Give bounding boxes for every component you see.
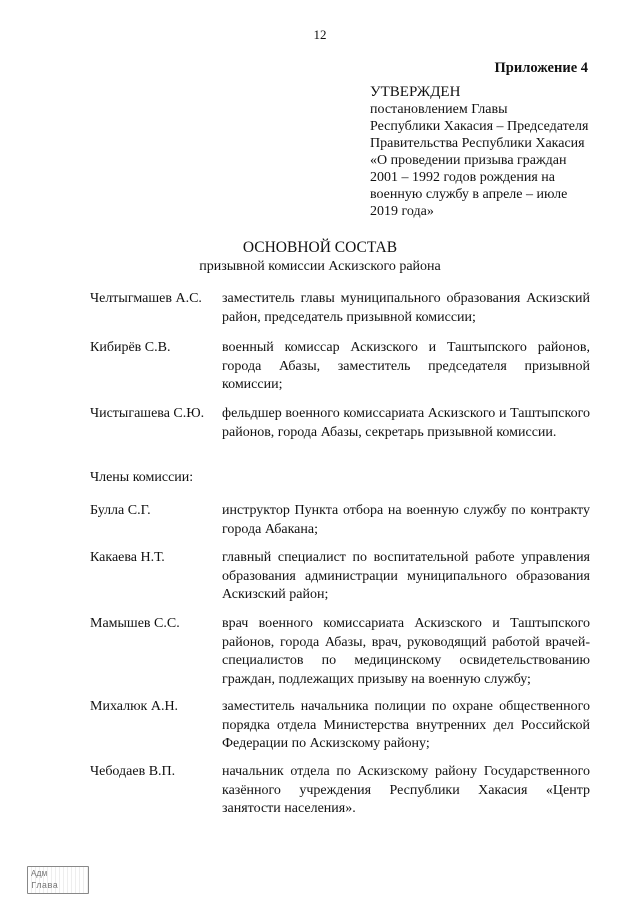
member-name: Чебодаев В.П. xyxy=(90,764,176,779)
member-role: начальник отдела по Аскизскому району Государственного казённого учреждения Республики Хакасия «Центр занятости населения». xyxy=(222,764,590,816)
member-name: Михалюк А.Н. xyxy=(90,699,179,714)
approval-line: Республики Хакасия – Председателя xyxy=(370,119,589,134)
approval-line: 2019 года» xyxy=(370,204,434,219)
member-role: фельдшер военного комиссариата Аскизского и Таштыпского районов, города Абазы, секретарь призывной комиссии. xyxy=(222,406,590,440)
appendix-label: Приложение 4 xyxy=(494,60,588,76)
approval-line: Правительства Республики Хакасия xyxy=(370,136,585,151)
member-name: Челтыгмашев А.С. xyxy=(90,291,202,306)
registration-stamp xyxy=(27,866,89,894)
member-role: военный комиссар Аскизского и Таштыпского районов, города Абазы, заместитель председателя призывной комиссии; xyxy=(222,340,590,392)
approval-line: военную службу в апреле – июле xyxy=(370,187,568,202)
commission-entry xyxy=(90,405,590,442)
members-label: Члены комиссии: xyxy=(90,470,194,485)
commission-entry xyxy=(90,615,590,689)
stamp-line: Адм xyxy=(31,869,48,879)
commission-entry xyxy=(90,549,590,605)
member-role: врач военного комиссариата Аскизского и Таштыпского районов, города Абазы, врач, руководящий работой врачей-специалистов по медицинскому освидетельствованию граждан, подлежащих призыву на военную службу; xyxy=(222,616,590,687)
approval-head: УТВЕРЖДЕН xyxy=(370,84,461,100)
member-name: Кибирёв С.В. xyxy=(90,340,171,355)
member-role: главный специалист по воспитательной работе управления образования администрации муниципального образования Аскизский район; xyxy=(222,550,590,602)
approval-line: 2001 – 1992 годов рождения на xyxy=(370,170,556,185)
commission-entry xyxy=(90,698,590,754)
member-role: заместитель начальника полиции по охране общественного порядка отдела Министерства внутренних дел Российской Федерации по Аскизскому району; xyxy=(222,699,590,751)
commission-entry xyxy=(90,290,590,327)
member-role: инструктор Пункта отбора на военную службу по контракту города Абакана; xyxy=(222,503,590,537)
approval-block xyxy=(370,84,600,220)
commission-entry xyxy=(90,502,590,539)
member-name: Какаева Н.Т. xyxy=(90,550,165,565)
page-number: 12 xyxy=(313,27,327,42)
document-subtitle: призывной комиссии Аскизского района xyxy=(199,259,441,274)
commission-entry xyxy=(90,763,590,819)
stamp-line: Глава xyxy=(31,881,59,891)
document-title: ОСНОВНОЙ СОСТАВ xyxy=(242,239,398,256)
approval-line: постановлением Главы xyxy=(370,102,508,117)
member-role: заместитель главы муниципального образования Аскизский район, председатель призывной комиссии; xyxy=(222,291,590,325)
member-name: Чистыгашева С.Ю. xyxy=(90,406,205,421)
commission-entry xyxy=(90,339,590,395)
member-name: Булла С.Г. xyxy=(90,503,151,518)
member-name: Мамышев С.С. xyxy=(90,616,180,631)
title-block xyxy=(0,238,640,276)
approval-line: «О проведении призыва граждан xyxy=(370,153,567,168)
